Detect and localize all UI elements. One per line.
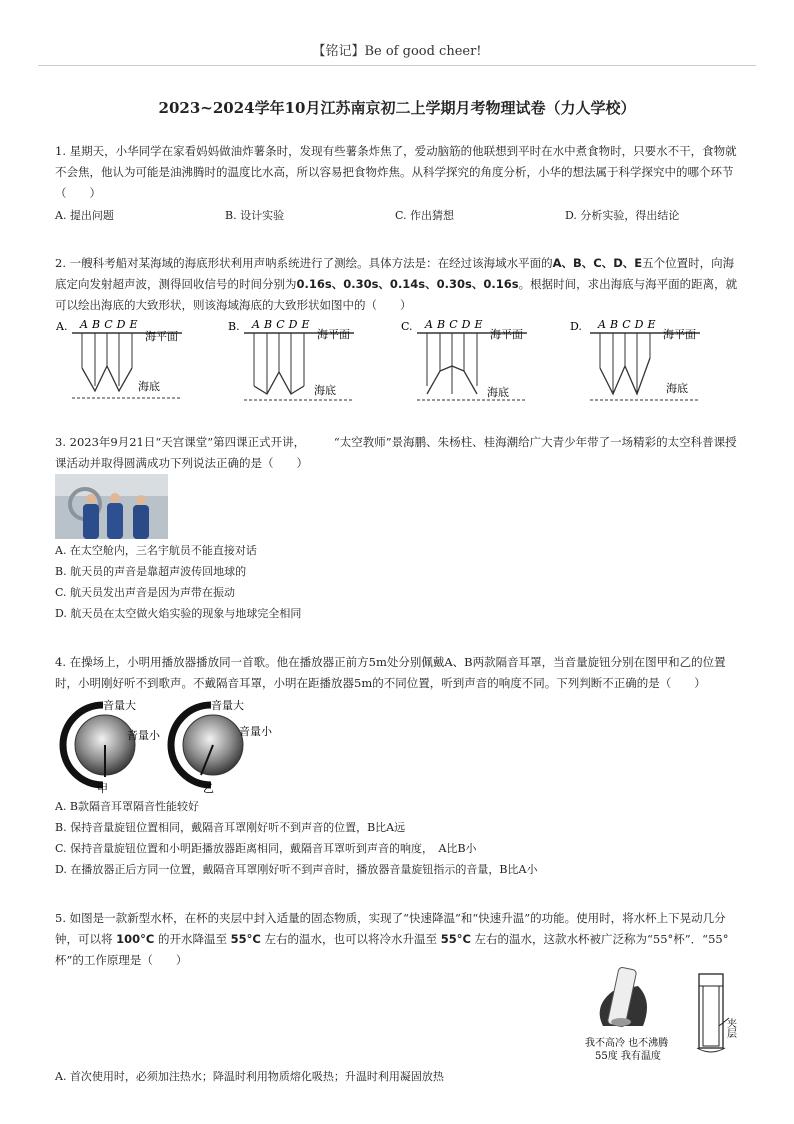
astronaut-head: [86, 494, 96, 504]
temp-55: 55°C: [440, 932, 471, 946]
question-1-stem: 1. 星期天，小华同学在家看妈妈做油炸薯条时，发现有些薯条炸焦了，爱动脑筋的他联想到平时在水中煮食物时，只要水不干，食物就不会焦，他认为可能是油沸腾时的温度比水高，所以容易把食物炸焦。从科学探究的角度分析，小华的想法属于科学探究中的哪个环节（ ）: [55, 144, 737, 200]
seabed-label: 海底: [487, 386, 509, 399]
cup-caption-2: 55度 我有温度: [595, 1051, 661, 1062]
diagram-letters: ABCDE: [598, 318, 660, 331]
cup-base: [611, 1018, 631, 1026]
cabin-wall: [55, 474, 168, 496]
sample-points: A、B、C、D、E: [552, 256, 643, 270]
question-5: [55, 908, 740, 971]
option-a[interactable]: A. 提出问题: [55, 209, 114, 222]
diagram-a[interactable]: [55, 318, 182, 398]
page-title: 2023~2024学年10月江苏南京初二上学期月考物理试卷（力人学校）: [158, 99, 636, 117]
question-3-stem: 3. 2023年9月21日“天宫课堂”第四课正式开讲， “太空教师”景海鹏、朱杨柱、桂海潮给广大青少年带了一场精彩的太空科普课授课活动并取得圆满成功下列说法正确的是（ ）: [55, 435, 737, 470]
diagram-letters: ABCDE: [425, 318, 487, 331]
sea-surface-label: 海平面: [490, 328, 523, 341]
diagram-letters: ABCDE: [252, 318, 314, 331]
volume-max-label: 音量大: [211, 699, 244, 712]
question-4-stem: 4. 在操场上，小明用播放器播放同一首歌。他在播放器正前方5m处分别佩戴A、B两款隔音耳罩，当音量旋钮分别在图甲和乙的位置时，小明刚好听不到歌声。不戴隔音耳罩，小明在距播放器5m的不同位置，听到声音的响度不同。下列判断不正确的是（ ）: [55, 655, 726, 690]
question-5-options: [55, 1066, 740, 1087]
option-b[interactable]: B. 航天员的声音是靠超声波传回地球的: [55, 565, 247, 578]
temp-100: 100°C: [116, 932, 155, 946]
diagram-c[interactable]: [401, 318, 527, 400]
stem-part: 5. 如图是一款新型水杯，在杯的夹层中封入适量的固态物质，实现了“快速降温”和“快速升温”的功能。使用时，将水杯上下晃动几分钟，可以将: [55, 911, 726, 946]
stem-part: 左右的温水，这款水杯被广泛称为“55°杯”．“55°杯”的工作原理是（ ）: [55, 932, 729, 967]
echo-times: 0.16s、0.30s、0.14s、0.30s、0.16s: [296, 277, 519, 291]
volume-min-label: 音量小: [239, 725, 272, 738]
option-d[interactable]: D. 在播放器正后方同一位置，戴隔音耳罩刚好听不到声音时，播放器音量旋钮指示的音量，B比A小: [55, 863, 538, 876]
knob-name: 乙: [203, 782, 214, 795]
temp-55: 55°C: [230, 932, 261, 946]
stem-part: 2. 一艘科考船对某海域的海底形状利用声呐系统进行了测绘。具体方法是：在经过该海域水平面的: [55, 256, 553, 270]
question-4-options: [55, 796, 740, 880]
option-c[interactable]: C. 保持音量旋钮位置和小明距播放器距离相同，戴隔音耳罩听到声音的响度， A比B小: [55, 842, 477, 855]
cup-figure: [583, 966, 753, 1066]
stem-part: 左右的温水，也可以将冷水升温至: [264, 932, 438, 946]
astronaut-head: [136, 495, 146, 505]
volume-min-label: 音量小: [127, 729, 160, 742]
option-d[interactable]: D. 航天员在太空做火焰实验的现象与地球完全相同: [55, 607, 302, 620]
option-c[interactable]: C. 航天员发出声音是因为声带在振动: [55, 586, 236, 599]
sea-surface-label: 海平面: [317, 328, 350, 341]
option-d[interactable]: D. 分析实验，得出结论: [565, 209, 680, 222]
cup-inner-wall: [703, 986, 719, 1046]
astronaut-body: [107, 503, 123, 539]
question-3-options: [55, 540, 740, 624]
layer-label: 夹层: [724, 1018, 736, 1038]
seabed-label: 海底: [138, 380, 160, 393]
diagram-label: A.: [56, 320, 68, 333]
astronaut-photo: [55, 474, 168, 539]
seafloor-profile: [82, 366, 132, 391]
knob-yi[interactable]: [171, 698, 273, 795]
diagram-letters: ABCDE: [80, 318, 142, 331]
diagram-b[interactable]: [228, 318, 354, 400]
question-2: [55, 253, 740, 316]
option-a[interactable]: A. B款隔音耳罩隔音性能较好: [55, 800, 200, 813]
page-header: 【铭记】Be of good cheer!: [312, 44, 482, 59]
option-a[interactable]: A. 首次使用时，必须加注热水；降温时利用物质熔化吸热；升温时利用凝固放热: [55, 1070, 444, 1083]
sea-surface-label: 海平面: [145, 330, 178, 343]
option-c[interactable]: C. 作出猜想: [395, 209, 455, 222]
question-5-stem: [55, 908, 740, 971]
stem-part: 的开水降温至: [158, 932, 228, 946]
seabed-label: 海底: [314, 384, 336, 397]
cup-photo: [585, 967, 668, 1062]
astronaut-body: [133, 505, 149, 539]
astronaut-head: [110, 493, 120, 503]
option-b[interactable]: B. 保持音量旋钮位置相同，戴隔音耳罩刚好听不到声音的位置，B比A远: [55, 821, 406, 834]
seafloor-profile: [254, 372, 304, 394]
question-3: [55, 432, 740, 474]
option-a[interactable]: A. 在太空舱内，三名宇航员不能直接对话: [55, 544, 257, 557]
stem-part: 。根据时间，求出海底与海平面的距离，就可以绘出海底的大致形状，则该海域海底的大致形状如图中的（ ）: [55, 277, 738, 312]
question-2-stem: [55, 253, 740, 316]
stem-part: 五个位置时，向海底定向发射超声波，测得回收信号的时间分别为: [55, 256, 735, 291]
sea-surface-label: 海平面: [663, 328, 696, 341]
question-1: [55, 141, 740, 223]
astronaut-body: [83, 504, 99, 539]
question-1-options: [55, 207, 740, 223]
diagram-d[interactable]: [570, 318, 700, 400]
knob-name: 甲: [97, 782, 108, 795]
cup-diagram: [697, 974, 737, 1052]
diagram-label: B.: [228, 320, 240, 333]
diagram-label: D.: [570, 320, 582, 333]
volume-knobs: [55, 695, 285, 795]
option-b[interactable]: B. 设计实验: [225, 209, 285, 222]
question-4: [55, 652, 740, 694]
seafloor-diagrams: [50, 316, 750, 406]
header-divider: [38, 65, 756, 66]
volume-max-label: 音量大: [103, 699, 136, 712]
cup-caption-1: 我不高冷 也不沸腾: [585, 1038, 669, 1049]
knob-jia[interactable]: [63, 698, 161, 795]
diagram-label: C.: [401, 320, 413, 333]
seabed-label: 海底: [666, 382, 688, 395]
